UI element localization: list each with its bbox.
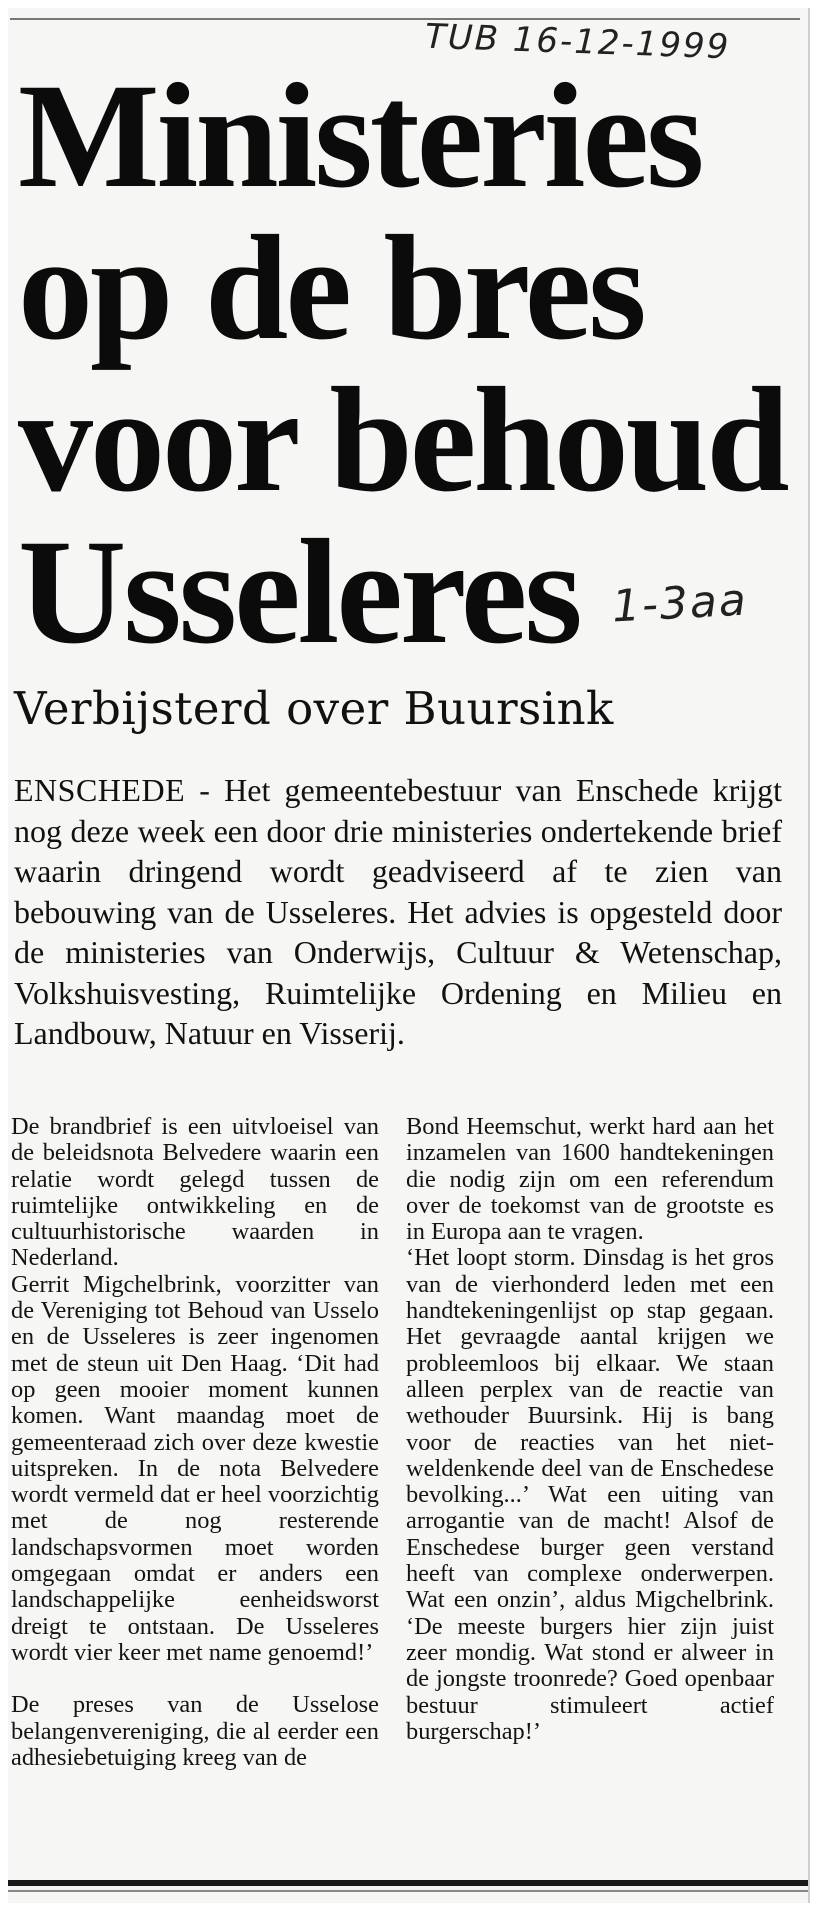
dateline: ENSCHEDE [14,772,186,808]
headline-line: Ministeries [18,53,702,219]
lead-text: Het gemeentebestuur van Enschede krijgt nog deze week een door drie ministeries ondertekende brief waarin dringend wordt geadviseerd af te zien van bebouwing van de Usseleres. Het advies is opgesteld door de ministeries van Onderwijs, Cultuur & Wetenschap, Volkshuisvesting, Ruimtelijke Ordening en Milieu en Landbouw, Natuur en Visserij. [14,772,783,1051]
headline-line: op de bres [18,205,644,371]
lead-paragraph: ENSCHEDE - Het gemeentebestuur van Enschede krijgt nog deze week een door drie ministeries ondertekende brief waarin dringend wordt geadviseerd af te zien van bebouwing van de Usseleres. Het advies is opgesteld door de ministeries van Onderwijs, Cultuur & Wetenschap, Volkshuisvesting, Ruimtelijke Ordening en Milieu en Landbouw, Natuur en Visserij. [14,772,783,1051]
top-rule [10,18,800,20]
paragraph: Gerrit Migchelbrink, voorzitter van de Vereniging tot Behoud van Usselo en de Usseleres is zeer ingenomen met de steun uit Den Haag. ‘Dit had op geen mooier moment kunnen komen. Want maandag moet de gemeenteraad zich over deze kwestie uitspreken. In de nota Belvedere wordt vermeld dat er heel voorzichtig met de nog resterende landschapsvormen moet worden omgegaan omdat er anders een landschappelijke eenheidsworst dreigt te ontstaan. De Usseleres wordt vier keer met name genoemd!’ [11,1270,379,1666]
handwritten-date-note: TUB 16-12-1999 [424,16,731,68]
body-column-left [11,1114,379,1771]
headline-line: voor behoud [18,357,787,523]
paragraph: Bond Heemschut, werkt hard aan het inzamelen van 1600 handtekeningen die nodig zijn om een referendum over de toekomst van de grootste es in Europa aan te vragen. [406,1113,774,1246]
paragraph: De preses van de Usselose belangenvereniging, die al eerder een adhesiebetuiging kreeg van de [11,1691,379,1771]
paragraph: ‘Het loopt storm. Dinsdag is het gros van de vierhonderd leden met een handtekeningenlijst op stap gegaan. Het gevraagde aantal krijgen we probleemloos bij elkaar. We staan alleen perplex van de reactie van wethouder Buursink. Hij is bang voor de reacties van het niet-weldenkende deel van de Enschedese bevolking...’ Wat een uiting van arrogantie van de macht! Alsof de Enschedese burger geen verstand heeft van complexe onderwerpen. Wat een onzin’, aldus Migchelbrink. ‘De meeste burgers hier zijn juist zeer mondig. Wat stond er alweer in de jongste troonrede? Goed openbaar bestuur stimuleert actief burgerschap!’ [406,1244,774,1745]
headline-line: Usseleres [18,509,580,675]
bottom-rule [8,1880,808,1886]
headline [18,53,798,675]
paragraph: De brandbrief is een uitvloeisel van de beleidsnota Belvedere waarin een relatie wordt gelegd tussen de ruimtelijke ontwikkeling en de cultuurhistorische waarden in Nederland. [11,1113,379,1272]
handwritten-margin-note: 1-3aa [610,574,750,633]
body-column-right [406,1114,774,1745]
subheadline: Verbijsterd over Buursink [14,682,614,735]
bottom-rule-thin [8,1890,808,1892]
